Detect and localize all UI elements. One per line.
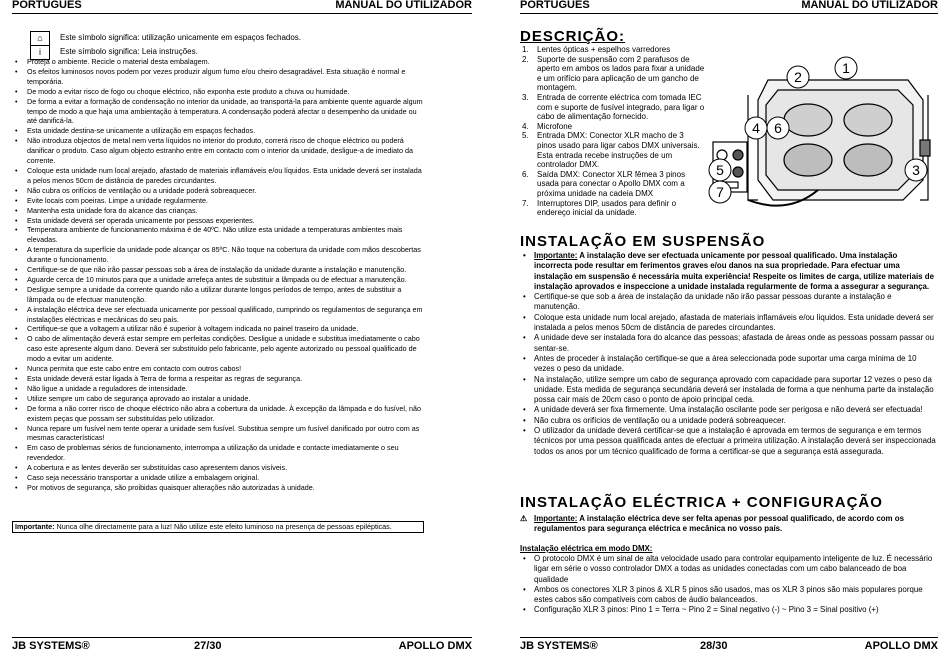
safety-bullet-item: • Temperatura ambiente de funcionamento máxima é de 40ºC. Não utilize esta unidade a temperaturas ambientes mais elevadas.: [12, 225, 424, 245]
description-item-text: Saída DMX: Conector XLR fêmea 3 pinos usada para conectar o Apollo DMX com a próxima unidade na cadeia DMX: [537, 169, 686, 198]
suspension-important-text: A instalação deve ser efectuada unicamente por pessoal qualificado. Uma instalação incorrecta pode resultar em ferimentos graves e/ou danos na sua propriedade. Para efectuar uma instalação em suspensão é necessária muita experiência! Respeite os limites de carga, utilize materiais de instalação aprovados e inspeccione a unidade instalada regularmente de forma a assegurar a segurança.: [534, 251, 934, 291]
suspension-important-label: Importante:: [534, 251, 578, 260]
description-list: [520, 45, 705, 218]
suspension-bullet-item: • Na instalação, utilize sempre um cabo de segurança aprovado com capacidade para suportar 12 vezes o peso da unidade. Esta medida de segurança secundária deverá ser instalada de forma a que nenhuma parte da instalação possa cair mais de 20cm caso o ponto de apoio principal ceda.: [520, 375, 936, 406]
page-footer: [520, 637, 938, 654]
safety-bullet-item: • Nunca repare um fusível nem tente operar a unidade sem fusível. Substitua sempre um fusível danificado por outro com as mesmas características!: [12, 424, 424, 444]
description-item-text: Suporte de suspensão com 2 parafusos de aperto em ambos os lados para fixar a unidade e um orifício para aplicação de um gancho de montagem.: [537, 54, 705, 93]
footer-product: APOLLO DMX: [864, 640, 938, 652]
callout-5: 5: [716, 162, 724, 178]
header-language: PORTUGUÊS: [520, 0, 590, 11]
footer-page-number: 27/30: [194, 640, 222, 652]
safety-bullet-item: • De forma a evitar a formação de condensação no interior da unidade, ao transportá-la para ambiente quente aguarde algum tempo de modo a que haja uma ambientação à temperatura. A condensação poderá afectar o desempenho da unidade ou até danificá-la.: [12, 97, 424, 127]
safety-bullet-item: • Aguarde cerca de 10 minutos para que a unidade arrefeça antes de substituir a lâmpada ou de efectuar a manutenção.: [12, 275, 424, 285]
description-item: [520, 199, 705, 218]
description-item-text: Entrada DMX: Conector XLR macho de 3 pinos usado para ligar cabos DMX universais. Esta entrada recebe instruções de um controlador DMX.: [537, 131, 700, 170]
safety-bullet-item: • Os efeitos luminosos novos podem por vezes produzir algum fumo e/ou cheiro desagradável. Esta situação é normal e temporária.: [12, 67, 424, 87]
important-text: Nunca olhe directamente para a luz! Não utilize este efeito luminoso na presença de pessoas epilépticas.: [54, 522, 392, 531]
safety-bullet-item: • Esta unidade deverá estar ligada à Terra de forma a respeitar as regras de segurança.: [12, 374, 424, 384]
description-item-number: 5.: [522, 131, 529, 141]
dmx-subtitle: Instalação eléctrica em modo DMX:: [520, 544, 653, 553]
dmx-bullet-item: • Configuração XLR 3 pinos: Pino 1 = Terra ~ Pino 2 = Sinal negativo (-) ~ Pino 3 = Sinal positivo (+): [520, 605, 936, 615]
description-item: [520, 122, 705, 132]
suspension-bullet-item: • O utilizador da unidade deverá certificar-se que a instalação é aprovada em termos de segurança e em termos técnicos por uma pessoa qualificada antes de efectuar a primeira utilização. A instalação deverá ser inspeccionada todos os anos por um técnico qualificado de forma a certificar-se que a segurança está assegurada.: [520, 426, 936, 457]
safety-bullet-item: • A instalação eléctrica deve ser efectuada unicamente por pessoal qualificado, cumprindo os regulamentos de segurança em instalações eléctricas e mecânicas do seu país.: [12, 305, 424, 325]
callout-4: 4: [752, 120, 760, 136]
electrical-heading: INSTALAÇÃO ELÉCTRICA + CONFIGURAÇÃO: [520, 494, 883, 511]
description-item-number: 3.: [522, 92, 529, 102]
description-item-number: 7.: [522, 198, 529, 208]
header-manual-title: MANUAL DO UTILIZADOR: [801, 0, 938, 11]
suspension-heading: INSTALAÇÃO EM SUSPENSÃO: [520, 233, 766, 250]
description-item-text: Microfone: [537, 121, 573, 131]
description-item: [520, 93, 705, 122]
safety-bullet-item: • Coloque esta unidade num local arejado, afastado de materiais inflamáveis e/ou líquidos. Esta unidade deverá ser instalada a pelos menos 50cm de distância de paredes circundantes.: [12, 166, 424, 186]
safety-bullet-item: • Proteja o ambiente. Recicle o material desta embalagem.: [12, 57, 424, 67]
read-instructions-icon: i: [30, 45, 50, 60]
product-diagram: [708, 50, 938, 215]
safety-bullet-item: • Não introduza objectos de metal nem verta líquidos no interior do produto, correrá risco de choque eléctrico ou poderá danificar o produto. Caso algum objecto estranho entre em contacto com o interior da unidade, desligue-a de imediato da corrente.: [12, 136, 424, 166]
suspension-bullet-item: • Não cubra os orifícios de ventilação ou a unidade poderá sobreaquecer.: [520, 416, 936, 426]
dmx-bullet-item: • O protocolo DMX é um sinal de alta velocidade usado para controlar equipamento inteligente de luz. É necessário ligar em série o vosso controlador DMX a todas as unidades conectadas com um cabo balanceado de boa qualidade: [520, 554, 936, 585]
safety-bullet-item: • Caso seja necessário transportar a unidade utilize a embalagem original.: [12, 473, 424, 483]
safety-bullet-item: • Utilize sempre um cabo de segurança aprovado ao instalar a unidade.: [12, 394, 424, 404]
description-item-text: Interruptores DIP, usados para definir o endereço inicial da unidade.: [537, 198, 677, 218]
dmx-bullet-item: • Ambos os conectores XLR 3 pinos & XLR 5 pinos são usados, mas os XLR 3 pinos são mais populares porque estes cabos são compatíveis com cabos de áudio balanceados.: [520, 585, 936, 606]
right-page: [520, 0, 938, 654]
safety-bullet-item: • Esta unidade destina-se unicamente a utilização em espaços fechados.: [12, 126, 424, 136]
description-item-number: 2.: [522, 54, 529, 64]
description-item-number: 4.: [522, 121, 529, 131]
symbol-instructions-text: Este símbolo significa: Leia instruções.: [60, 47, 198, 56]
safety-bullet-item: • A temperatura da superfície da unidade pode alcançar os 85ºC. Não toque na cobertura da unidade com mãos descobertas durante o funcionamento.: [12, 245, 424, 265]
description-item: [520, 170, 705, 199]
safety-bullet-item: • Certifique-se de que não irão passar pessoas sob a área de instalação da unidade durante a instalação e manutenção.: [12, 265, 424, 275]
safety-bullet-item: • Por motivos de segurança, são proibidas quaisquer alterações não autorizadas à unidade.: [12, 483, 424, 493]
description-heading: DESCRIÇÃO:: [520, 28, 626, 45]
safety-bullet-item: • Certifique-se que a voltagem a utilizar não é superior à voltagem indicada no painel traseiro da unidade.: [12, 324, 424, 334]
footer-product: APOLLO DMX: [398, 640, 472, 652]
footer-brand: JB SYSTEMS®: [12, 640, 90, 652]
callout-2: 2: [794, 69, 802, 85]
suspension-bullet-item: • A unidade deve ser instalada fora do alcance das pessoas; afastada de áreas onde as pessoas possam passar ou sentar-se.: [520, 333, 936, 354]
callout-1: 1: [842, 60, 850, 76]
description-item: [520, 131, 705, 169]
callout-7: 7: [716, 184, 724, 200]
description-item-text: Lentes ópticas + espelhos varredores: [537, 45, 671, 54]
unit-body: [713, 80, 930, 206]
header-language: PORTUGUÊS: [12, 0, 82, 11]
description-item-number: 6.: [522, 169, 529, 179]
safety-bullet-list: [12, 57, 424, 493]
footer-page-number: 28/30: [700, 640, 728, 652]
safety-bullet-item: • Mantenha esta unidade fora do alcance das crianças.: [12, 206, 424, 216]
suspension-bullet-item: • A unidade deverá ser fixa firmemente. Uma instalação oscilante pode ser perigosa e não deverá ser efectuada!: [520, 405, 936, 415]
indoor-use-icon: ⌂: [30, 31, 50, 46]
page-header: [520, 0, 938, 14]
description-item: [520, 45, 705, 55]
callout-6: 6: [774, 120, 782, 136]
suspension-list: [520, 251, 936, 457]
header-manual-title: MANUAL DO UTILIZADOR: [335, 0, 472, 11]
electrical-important-label: Importante:: [534, 514, 578, 523]
safety-bullet-item: • Esta unidade deverá ser operada unicamente por pessoas experientes.: [12, 216, 424, 226]
safety-bullet-item: • De modo a evitar risco de fogo ou choque eléctrico, não exponha este produto a chuva ou humidade.: [12, 87, 424, 97]
description-item-number: 1.: [522, 45, 529, 54]
important-note-box: [12, 521, 424, 533]
left-page: [12, 0, 472, 654]
description-item: [520, 55, 705, 93]
safety-bullet-item: • Evite locais com poeiras. Limpe a unidade regularmente.: [12, 196, 424, 206]
description-item-text: Entrada de corrente eléctrica com tomada IEC com e suporte de fusível integrado, para ligar o cabo de alimentação fornecido.: [537, 92, 705, 122]
safety-bullet-item: • Não cubra os orifícios de ventilação ou a unidade poderá sobreaquecer.: [12, 186, 424, 196]
suspension-bullet-item: • Coloque esta unidade num local arejado, afastada de materiais inflamáveis e/ou líquidos. Esta unidade deverá ser instalada a pelos menos 50cm de distância de paredes circundantes.: [520, 313, 936, 334]
safety-bullet-item: • Em caso de problemas sérios de funcionamento, interrompa a utilização da unidade e contacte imediatamente o seu revendedor.: [12, 443, 424, 463]
safety-bullet-item: • Desligue sempre a unidade da corrente quando não a utilizar durante longos períodos de tempo, antes de substituir a lâmpada ou de efectuar manutenção.: [12, 285, 424, 305]
symbol-indoor-text: Este símbolo significa: utilização unicamente em espaços fechados.: [60, 33, 302, 42]
callout-3: 3: [912, 162, 920, 178]
suspension-important-item: [520, 251, 936, 292]
electrical-important-text: A instalação eléctrica deve ser felta apenas por pessoal qualificado, de acordo com os regulamentos para segurança eléctrica e mecânica no vosso país.: [534, 514, 904, 534]
page-footer: [12, 637, 472, 654]
safety-bullet-item: • O cabo de alimentação deverá estar sempre em perfeitas condições. Desligue a unidade e substitua imediatamente o cabo caso este apresente algum dano. Deverá ser substituído pelo fabricante, pelo agente autorizado ou pessoal qualificado de modo a evitar um acidente.: [12, 334, 424, 364]
electrical-important-note: [520, 514, 936, 535]
safety-bullet-item: • De forma a não correr risco de choque eléctrico não abra a cobertura da unidade. À excepção da lâmpada e do fusível, não existem peças que possam ser substituídas pelo utilizador.: [12, 404, 424, 424]
suspension-bullet-item: • Certifique-se que sob a área de instalação da unidade não irão passar pessoas durante a instalação e manutenção.: [520, 292, 936, 313]
safety-bullet-item: • A cobertura e as lentes deverão ser substituídas caso apresentem danos visíveis.: [12, 463, 424, 473]
dmx-list: [520, 554, 936, 616]
page-header: [12, 0, 472, 14]
important-label: Importante:: [15, 522, 55, 531]
safety-bullet-item: • Não ligue a unidade a reguladores de intensidade.: [12, 384, 424, 394]
footer-brand: JB SYSTEMS®: [520, 640, 598, 652]
suspension-bullet-item: • Antes de proceder à instalação certifique-se que a área seleccionada pode suportar uma carga mínima de 10 vezes o peso da unidade.: [520, 354, 936, 375]
warning-icon: ⚠: [520, 514, 528, 523]
safety-bullet-item: • Nunca permita que este cabo entre em contacto com outros cabos!: [12, 364, 424, 374]
